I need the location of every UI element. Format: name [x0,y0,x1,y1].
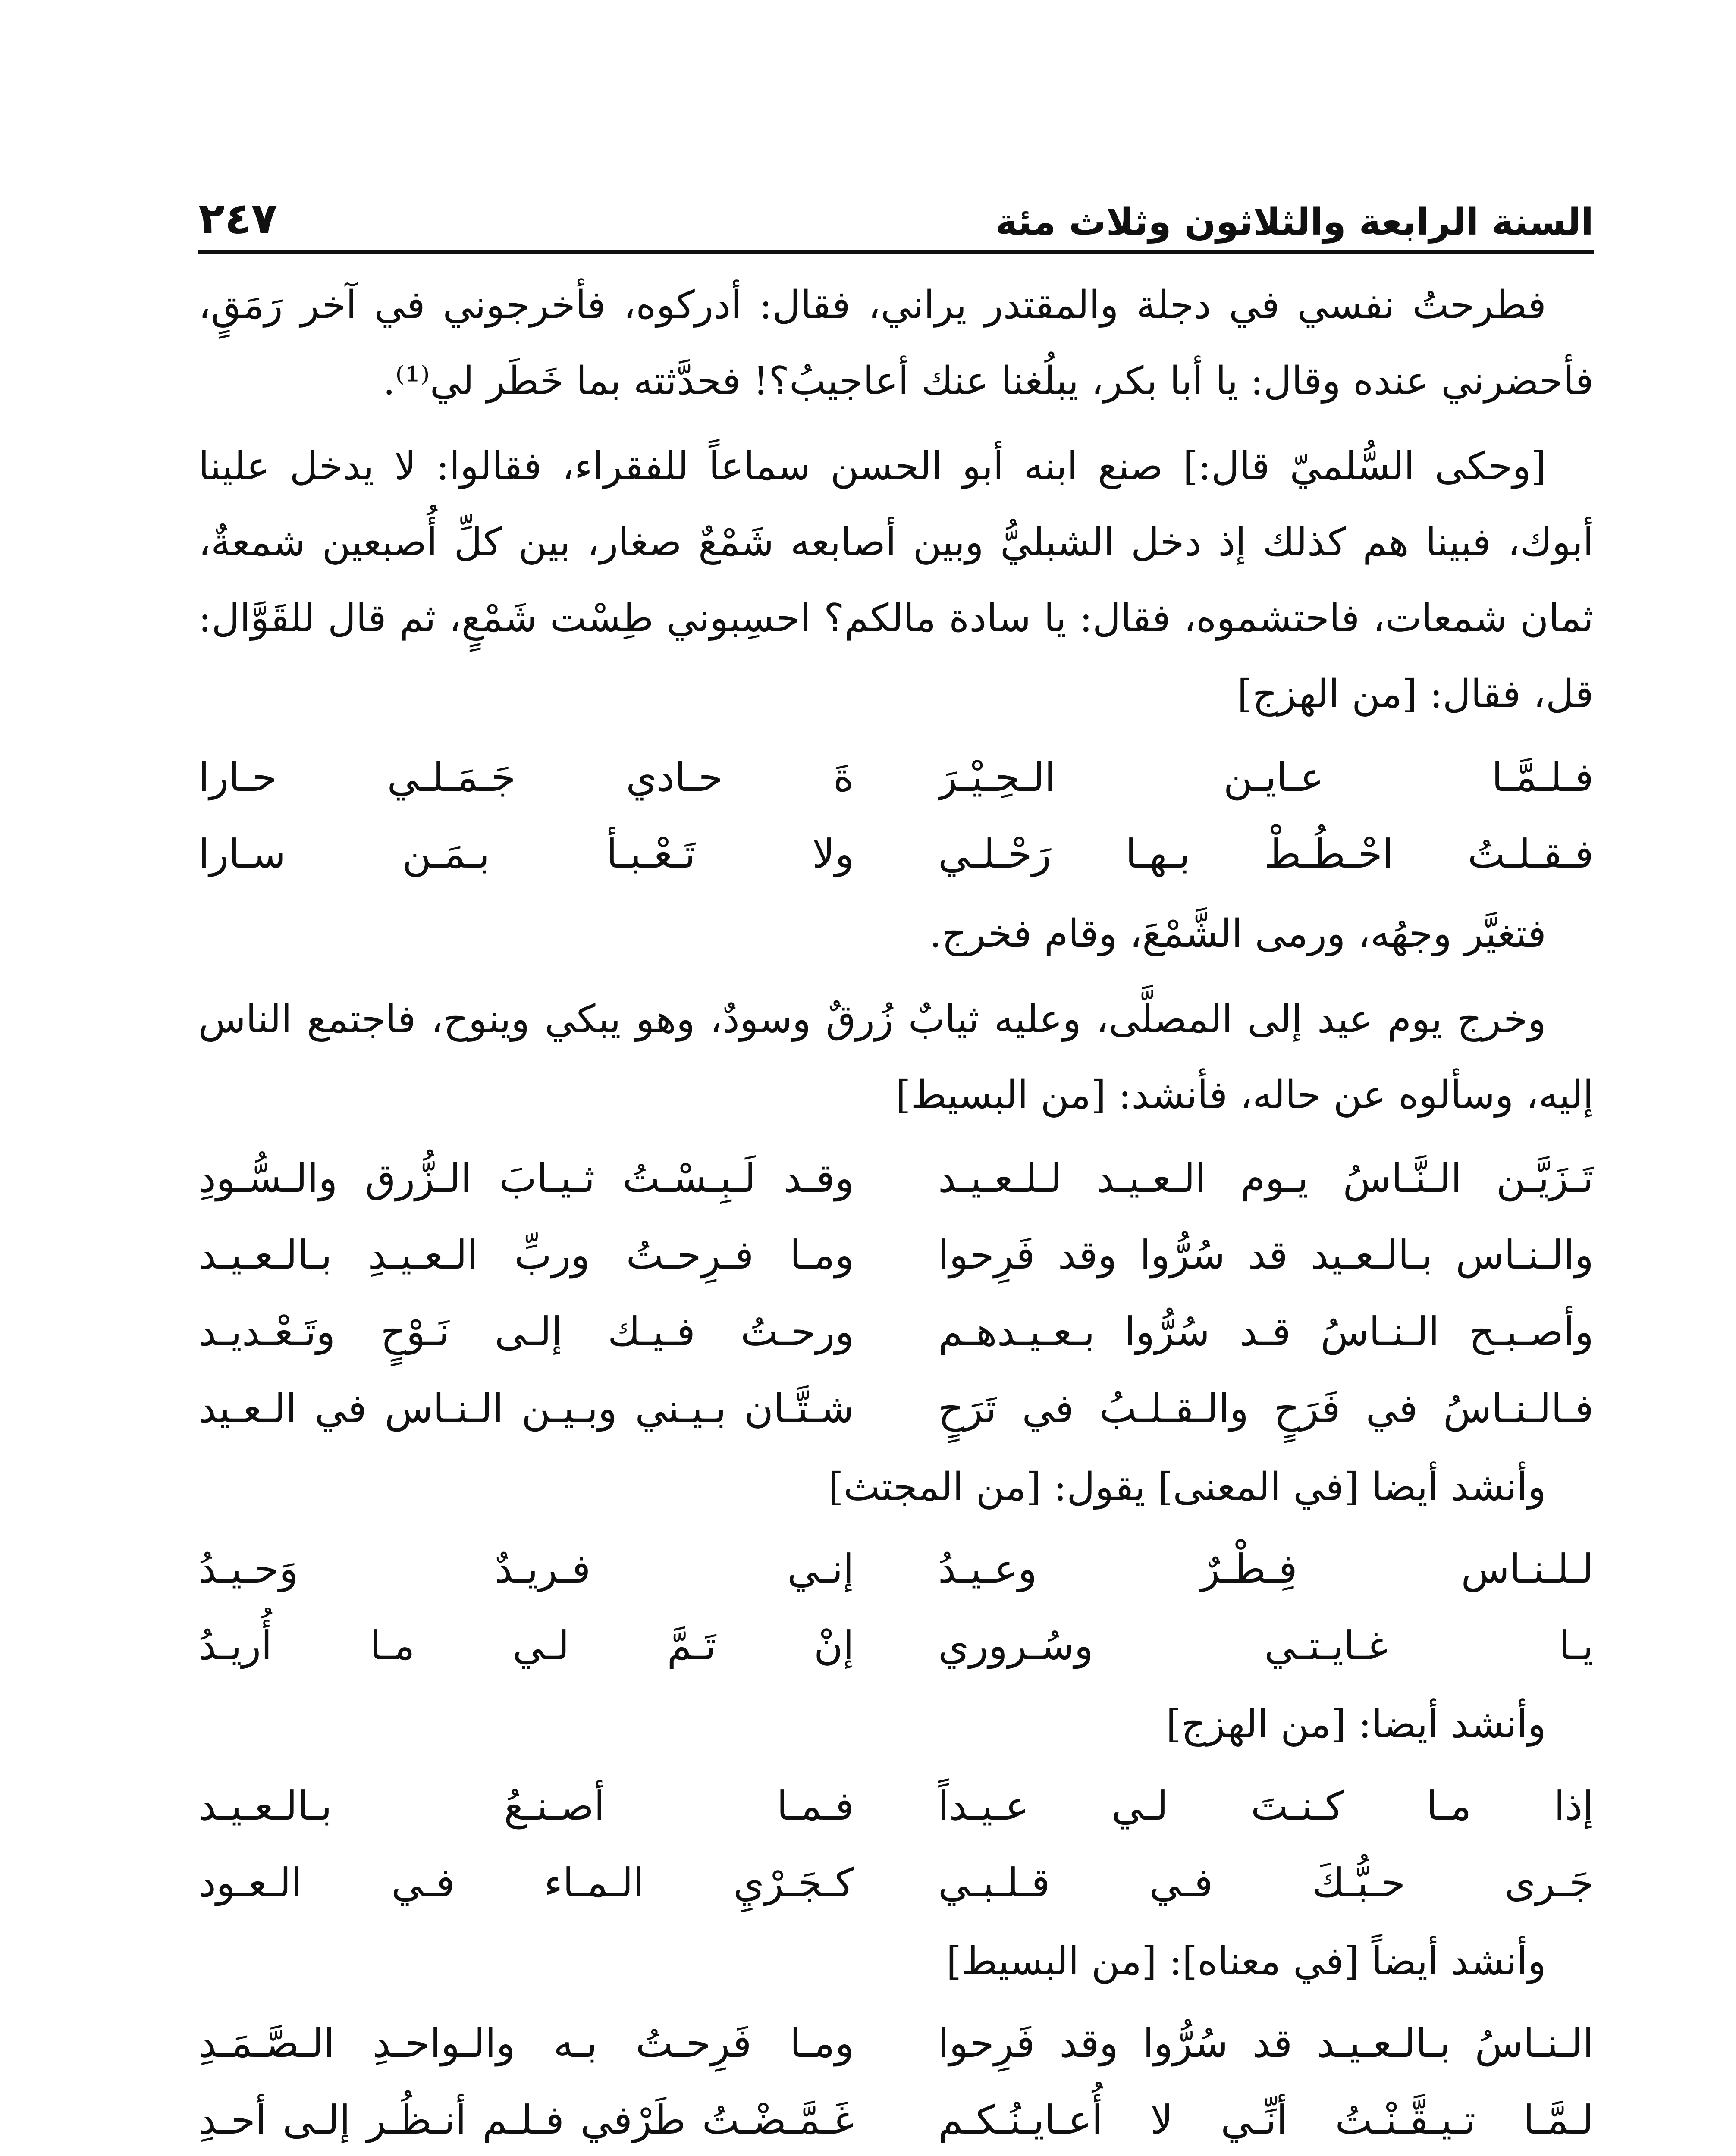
poem-5 [198,2005,1594,2156]
verse-first-hemistich: الـنـاسُ بـالـعـيـد قد سُرُّوا وقد فَرِحوا [938,2020,1594,2066]
verse-line [198,1845,1594,1921]
paragraph-1: فطرحتُ نفسي في دجلة والمقتدر يراني، فقال: أدركوه، فأخرجوني في آخر رَمَقٍ، فأحضرني عنده وقال: يا أبا بكر، يبلُغنا عنك أعاجيبُ؟! فحدَّثته بما خَطَر لي⁽¹⁾. [198,282,1594,404]
poem-4-intro: وأنشد أيضا: [من الهزج] [1166,1702,1546,1747]
verse-line [198,1370,1594,1447]
verse-second-hemistich: ورحـتُ فـيـك إلـى نَـوْحٍ وتَـعْـديـد [198,1309,854,1355]
poem-1 [198,739,1594,893]
verse-first-hemistich: وأصـبـح الـنـاسُ قـد سُرُّوا بـعـيـدهـم [938,1309,1594,1355]
poem-3-intro: وأنشد أيضا [في المعنى] يقول: [من المجتث] [828,1464,1546,1510]
verse-first-hemistich: فـالـنـاسُ في فَرَحٍ والـقـلـبُ في تَرَحٍ [938,1385,1594,1432]
verse-first-hemistich: يـا غـايـتـي وسُـروري [938,1623,1594,1669]
verse-first-hemistich: إذا مـا كـنـتَ لـي عـيـداً [938,1783,1594,1829]
verse-second-hemistich: ةَ حـادي جَـمَـلـي حـارا [198,754,854,800]
poem-5-intro: وأنشد أيضاً [في معناه]: [من البسيط] [946,1939,1546,1984]
verse-second-hemistich: شـتَّـان بـيـني وبـيـن الـنـاس في الـعـيد [198,1385,854,1432]
poem-3 [198,1531,1594,1684]
running-title: السنة الرابعة والثلاثون وثلاث مئة [995,201,1594,244]
page-body [198,267,1594,2156]
verse-second-hemistich: وقـد لَـبِـسْـتُ ثـيـابَ الـزُّرق والـسُّـودِ [198,1155,854,1201]
verse-second-hemistich: ومـا فـرِحـتُ وربِّ الـعـيـدِ بـالـعـيـد [198,1232,854,1278]
verse-line [198,1217,1594,1294]
paragraph-2: [وحكى السُّلميّ قال:] صنع ابنه أبو الحسن سماعاً للفقراء، فقالوا: لا يدخل علينا أبوك، فبينا هم كذلك إذ دخل الشبليُّ وبين أصابعه شَمْعٌ صغار، بين كلِّ أُصبعين شمعةٌ، ثمان شمعات، فاحتشموه، فقال: يا سادة مالكم؟ احسِبوني طِسْت شَمْعٍ، ثم قال للقَوَّال: قل، فقال: [من الهزج] [198,444,1594,717]
verse-line [198,1531,1594,1608]
verse-line [198,1768,1594,1845]
verse-second-hemistich: إنـي فـريـدٌ وَحـيـدُ [198,1546,854,1592]
verse-first-hemistich: فـقـلـتُ احْـطُـطْ بـهـا رَحْـلـي [938,831,1594,877]
verse-line [198,739,1594,816]
verse-second-hemistich: كـجَـرْيِ الـمـاء فـي الـعـود [198,1860,854,1906]
paragraph-4: وخرج يوم عيد إلى المصلَّى، وعليه ثيابٌ زُرقٌ وسودٌ، وهو يبكي وينوح، فاجتمع الناس إليه، وسألوه عن حاله، فأنشد: [من البسيط] [198,997,1594,1118]
verse-first-hemistich: لـلـنـاس فِـطْـرٌ وعـيـدُ [938,1546,1594,1592]
verse-line [198,2082,1594,2156]
verse-first-hemistich: فـلـمَّـا عـايـن الـحِـيْـرَ [938,754,1594,800]
page-header [198,170,1594,244]
verse-line [198,2005,1594,2082]
page-number: ٢٤٧ [198,193,278,244]
header-rule [198,250,1594,254]
verse-line [198,1140,1594,1217]
verse-first-hemistich: جَـرى حـبُّـكَ فـي قـلـبـي [938,1860,1594,1906]
verse-second-hemistich: ومـا فَرِحـتُ بـه والـواحـدِ الـصَّـمَـدِ [198,2020,854,2066]
verse-first-hemistich: لـمَّـا تـيـقَّـنْـتُ أنِّـي لا أُعـايـنُـكـم [938,2097,1594,2143]
poem-4 [198,1768,1594,1921]
verse-line [198,1608,1594,1684]
verse-first-hemistich: والـنـاس بـالـعـيد قد سُرُّوا وقد فَرِحوا [938,1232,1594,1278]
paragraph-3: فتغيَّر وجهُه، ورمى الشَّمْعَ، وقام فخرج. [929,911,1546,956]
verse-second-hemistich: غَـمَّـضْـتُ طَرْفي فـلـم أنـظُـر إلـى أحـدِ [198,2097,854,2143]
verse-second-hemistich: إنْ تَـمَّ لـي مـا أُريـدُ [198,1623,854,1669]
verse-line [198,1294,1594,1370]
verse-second-hemistich: ولا تَـعْـبـأ بـمَـن سـارا [198,831,854,877]
verse-first-hemistich: تَـزَيَّـن الـنَّـاسُ يـوم الـعـيـد لـلـعـيـد [938,1155,1594,1201]
verse-second-hemistich: فـمـا أصـنـعُ بـالـعـيـد [198,1783,854,1829]
poem-2 [198,1140,1594,1447]
verse-line [198,816,1594,893]
